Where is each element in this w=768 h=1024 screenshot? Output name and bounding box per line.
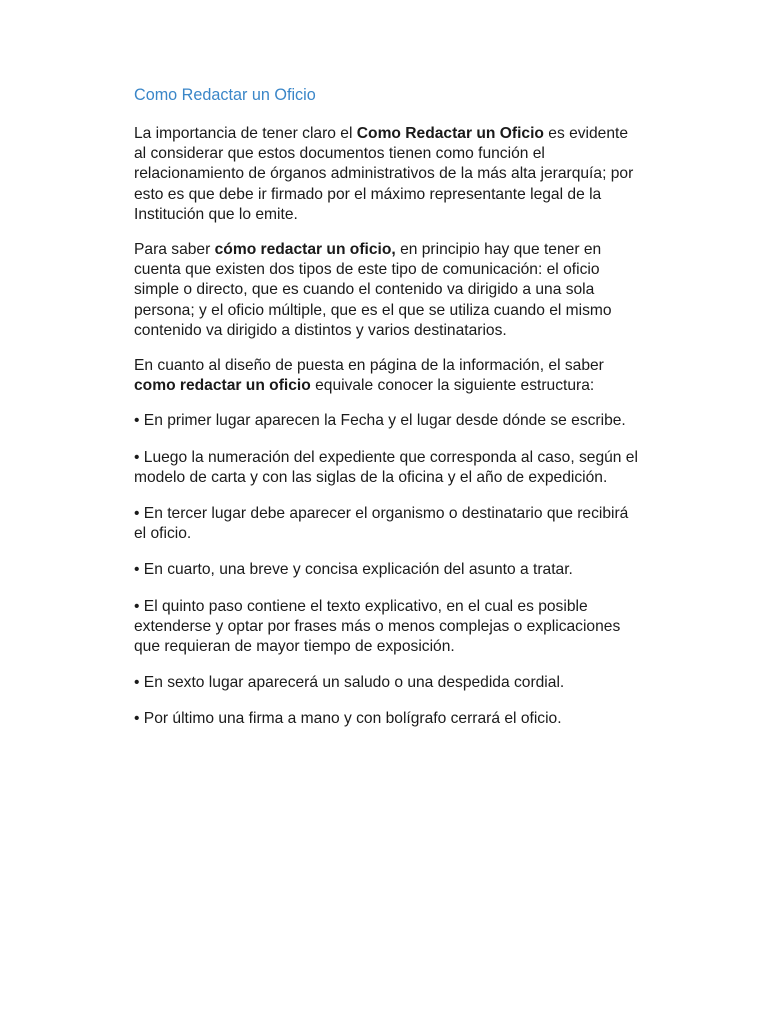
paragraph-text: en principio hay que tener en cuenta que existen dos tipos de este tipo de comunicación: el oficio simple o directo, que es cuando el contenido va dirigido a una sola persona; y el oficio múltiple, que es el que se utiliza cuando el mismo contenido va dirigido a distintos y varios destinatarios. xyxy=(134,241,612,339)
list-item-numbering: • Luego la numeración del expediente que corresponda al caso, según el modelo de carta y con las siglas de la oficina y el año de expedición. xyxy=(134,448,638,486)
paragraph-text: Para saber xyxy=(134,241,215,259)
paragraph-text: es evidente al considerar que estos documentos tienen como función el relacionamiento de órganos administrativos de la más alta jerarquía; por esto es que debe ir firmado por el máximo representante legal de la Institución que lo emite. xyxy=(134,125,634,223)
list-item-greeting: • En sexto lugar aparecerá un saludo o una despedida cordial. xyxy=(134,674,565,692)
paragraph-types xyxy=(134,240,644,341)
paragraph-intro xyxy=(134,124,644,225)
list-item-date: • En primer lugar aparecen la Fecha y el lugar desde dónde se escribe. xyxy=(134,412,626,430)
list-item-body-text: • El quinto paso contiene el texto explicativo, en el cual es posible extenderse y optar por frases más o menos complejas o explicaciones que requieran de mayor tiempo de exposición. xyxy=(134,597,621,656)
paragraph-text: En cuanto al diseño de puesta en página de la información, el saber xyxy=(134,357,604,375)
paragraph-structure xyxy=(134,356,644,396)
document-page xyxy=(134,85,644,746)
bold-phrase: Como Redactar un Oficio xyxy=(356,125,544,142)
bold-phrase: cómo redactar un oficio, xyxy=(214,241,396,259)
list-item-signature: • Por último una firma a mano y con bolígrafo cerrará el oficio. xyxy=(134,710,562,728)
paragraph-text: equivale conocer la siguiente estructura: xyxy=(310,377,595,395)
bold-phrase: como redactar un oficio xyxy=(134,377,311,395)
paragraph-text: La importancia de tener claro el xyxy=(134,125,357,142)
list-item-subject: • En cuarto, una breve y concisa explicación del asunto a tratar. xyxy=(134,561,573,579)
document-title: Como Redactar un Oficio xyxy=(134,86,316,104)
list-item-recipient: • En tercer lugar debe aparecer el organismo o destinatario que recibirá el oficio. xyxy=(134,505,629,543)
